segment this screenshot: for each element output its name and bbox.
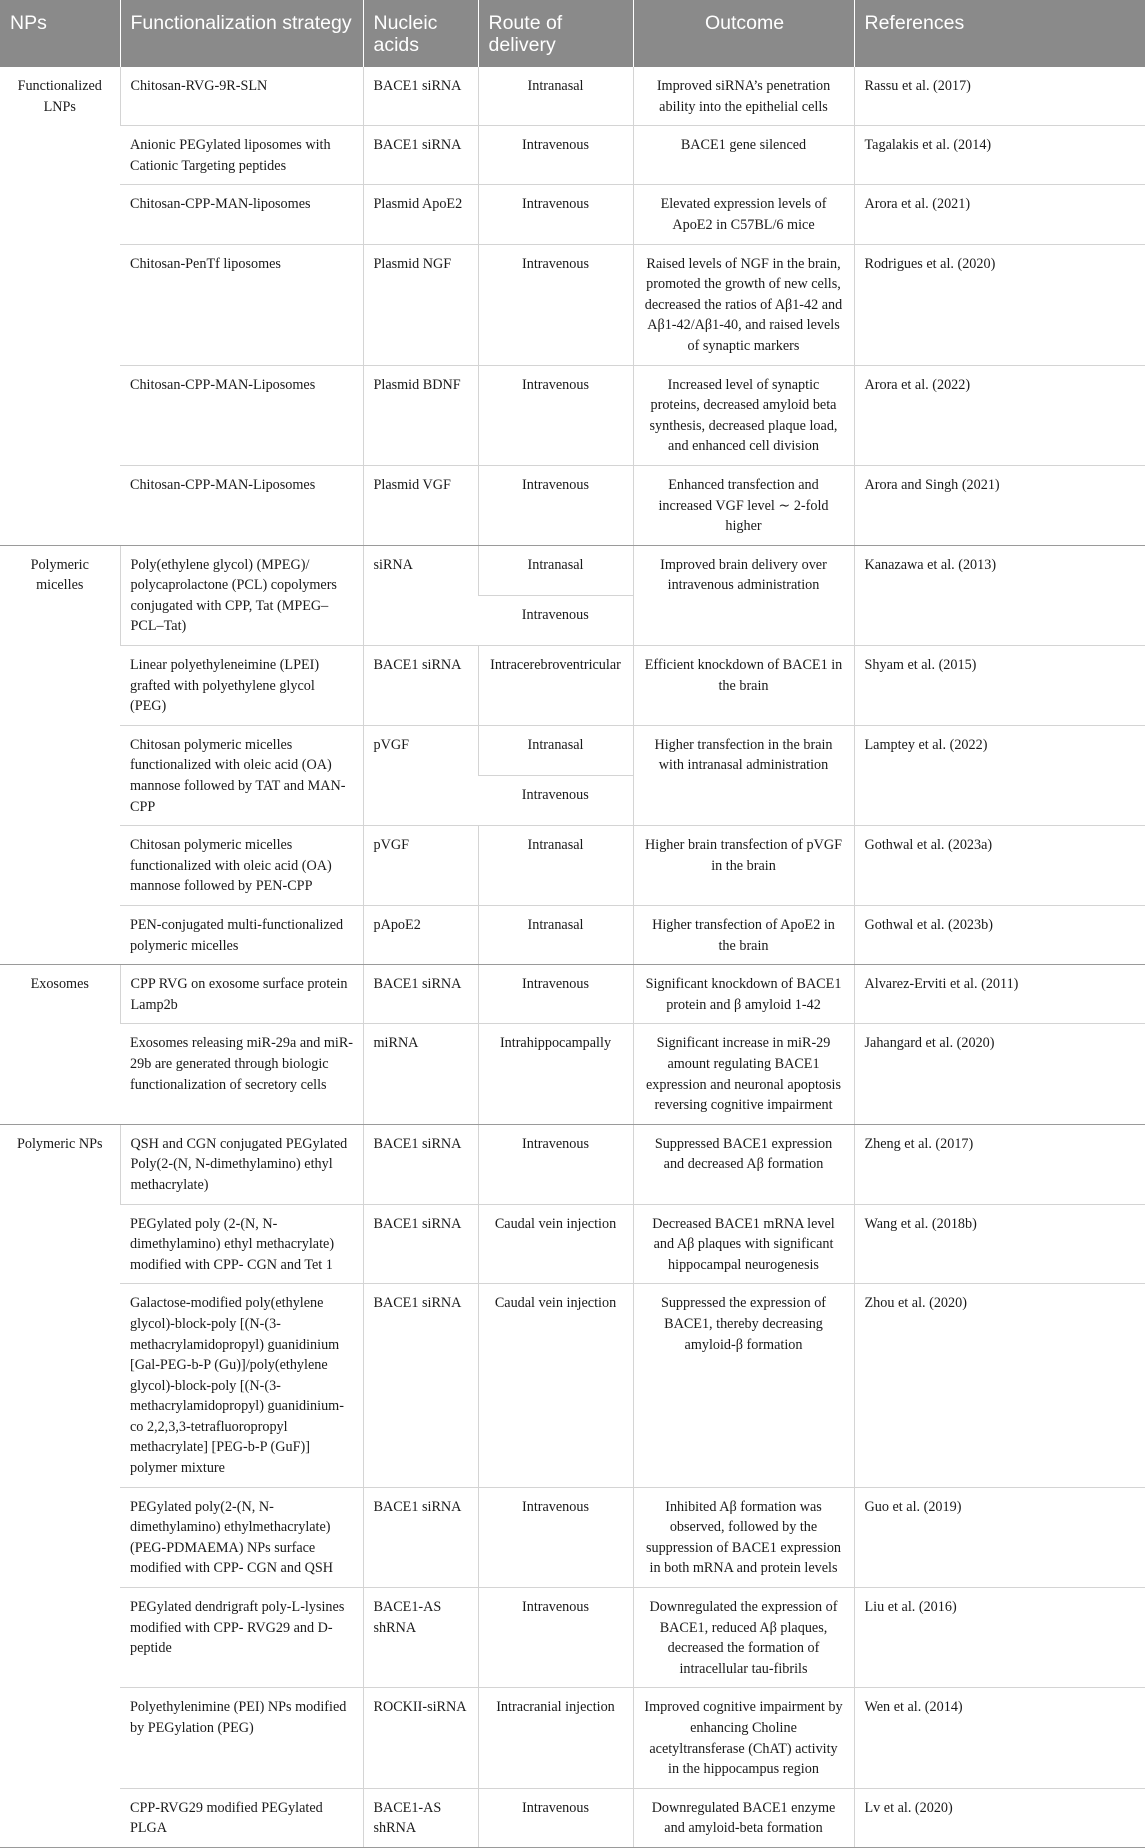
table-row [0,185,1145,244]
strategy-cell: Chitosan-CPP-MAN-liposomes [120,185,363,244]
np-category: Exosomes [0,965,120,1125]
nucleic-acid-cell: Plasmid ApoE2 [363,185,478,244]
outcome-cell: Improved cognitive impairment by enhancing Choline acetyltransferase (ChAT) activity in the hippocampus region [633,1688,854,1788]
table-row [0,725,1145,775]
strategy-cell: Chitosan-PenTf liposomes [120,244,363,365]
nucleic-acid-cell: Plasmid BDNF [363,365,478,465]
reference-cell: Zhou et al. (2020) [854,1284,1145,1487]
nucleic-acid-cell: BACE1 siRNA [363,965,478,1024]
reference-cell: Wen et al. (2014) [854,1688,1145,1788]
reference-cell: Gothwal et al. (2023a) [854,826,1145,906]
np-category: Polymeric micelles [0,545,120,965]
reference-cell: Lv et al. (2020) [854,1788,1145,1847]
header-nucleic-acids: Nucleic acids [363,0,478,67]
reference-cell: Shyam et al. (2015) [854,646,1145,726]
np-category: Polymeric NPs [0,1124,120,1847]
outcome-cell: Raised levels of NGF in the brain, promoted the growth of new cells, decreased the ratios of Aβ1-42 and Aβ1-42/Aβ1-40, and raised levels of synaptic markers [633,244,854,365]
outcome-cell: Inhibited Aβ formation was observed, followed by the suppression of BACE1 expression in both mRNA and protein levels [633,1487,854,1587]
reference-cell: Lamptey et al. (2022) [854,725,1145,825]
table-row [0,1204,1145,1284]
table-row [0,465,1145,545]
route-cell: Intrahippocampally [478,1024,633,1124]
header-route: Route of delivery [478,0,633,67]
nucleic-acid-cell: BACE1 siRNA [363,646,478,726]
strategy-cell: PEGylated poly(2-(N, N-dimethylamino) ethylmethacrylate) (PEG-PDMAEMA) NPs surface modified with CPP- CGN and QSH [120,1487,363,1587]
reference-cell: Arora et al. (2022) [854,365,1145,465]
nucleic-acid-cell: BACE1-AS shRNA [363,1588,478,1688]
nucleic-acid-cell: pVGF [363,826,478,906]
outcome-cell: Downregulated the expression of BACE1, reduced Aβ plaques, decreased the formation of intracellular tau-fibrils [633,1588,854,1688]
strategy-cell: PEGylated dendrigraft poly-L-lysines modified with CPP- RVG29 and D-peptide [120,1588,363,1688]
outcome-cell: Downregulated BACE1 enzyme and amyloid-beta formation [633,1788,854,1847]
outcome-cell: Elevated expression levels of ApoE2 in C57BL/6 mice [633,185,854,244]
strategy-cell: PEGylated poly (2-(N, N-dimethylamino) ethyl methacrylate) modified with CPP- CGN and Tet 1 [120,1204,363,1284]
reference-cell: Alvarez-Erviti et al. (2011) [854,965,1145,1024]
reference-cell: Rassu et al. (2017) [854,67,1145,126]
nucleic-acid-cell: pVGF [363,725,478,825]
table-row [0,1024,1145,1124]
route-cell: Caudal vein injection [478,1284,633,1487]
route-cell: Intravenous [478,776,633,826]
nucleic-acid-cell: Plasmid NGF [363,244,478,365]
route-cell: Intravenous [478,1124,633,1204]
table-row [0,1688,1145,1788]
table-row [0,646,1145,726]
outcome-cell: Higher transfection in the brain with intranasal administration [633,725,854,825]
nucleic-acid-cell: miRNA [363,1024,478,1124]
strategy-cell: Chitosan polymeric micelles functionalized with oleic acid (OA) mannose followed by TAT and MAN-CPP [120,725,363,825]
nucleic-acid-cell: BACE1-AS shRNA [363,1788,478,1847]
table-row [0,126,1145,185]
header-outcome: Outcome [633,0,854,67]
strategy-cell: Polyethylenimine (PEI) NPs modified by PEGylation (PEG) [120,1688,363,1788]
strategy-cell: QSH and CGN conjugated PEGylated Poly(2-(N, N-dimethylamino) ethyl methacrylate) [120,1124,363,1204]
route-cell: Intravenous [478,965,633,1024]
nucleic-acid-cell: ROCKII-siRNA [363,1688,478,1788]
table-row [0,1124,1145,1204]
route-cell: Intravenous [478,595,633,645]
reference-cell: Guo et al. (2019) [854,1487,1145,1587]
table-row [0,965,1145,1024]
reference-cell: Tagalakis et al. (2014) [854,126,1145,185]
nucleic-acid-cell: BACE1 siRNA [363,1204,478,1284]
route-cell: Intranasal [478,906,633,965]
table-row [0,244,1145,365]
table-row [0,545,1145,595]
outcome-cell: Decreased BACE1 mRNA level and Aβ plaques with significant hippocampal neurogenesis [633,1204,854,1284]
outcome-cell: Suppressed BACE1 expression and decreased Aβ formation [633,1124,854,1204]
strategy-cell: Linear polyethyleneimine (LPEI) grafted with polyethylene glycol (PEG) [120,646,363,726]
nucleic-acid-cell: BACE1 siRNA [363,1487,478,1587]
outcome-cell: Enhanced transfection and increased VGF level ∼ 2-fold higher [633,465,854,545]
route-cell: Intranasal [478,67,633,126]
header-row [0,0,1145,67]
strategy-cell: PEN-conjugated multi-functionalized polymeric micelles [120,906,363,965]
strategy-cell: Galactose-modified poly(ethylene glycol)-block-poly [(N-(3-methacrylamidopropyl) guanidinium [Gal-PEG-b-P (Gu)]/poly(ethylene glycol)-block-poly [(N-(3-methacrylamidopropyl) guanidinium-co 2,2,3,3-tetrafluoropropyl methacrylate] [PEG-b-P (GuF)] polymer mixture [120,1284,363,1487]
nucleic-acid-cell: pApoE2 [363,906,478,965]
route-cell: Intranasal [478,826,633,906]
table-row [0,1788,1145,1847]
route-cell: Intranasal [478,725,633,775]
reference-cell: Gothwal et al. (2023b) [854,906,1145,965]
strategy-cell: Exosomes releasing miR-29a and miR-29b are generated through biologic functionalization of secretory cells [120,1024,363,1124]
table-row [0,365,1145,465]
reference-cell: Rodrigues et al. (2020) [854,244,1145,365]
route-cell: Caudal vein injection [478,1204,633,1284]
header-strategy: Functionalization strategy [120,0,363,67]
outcome-cell: Higher transfection of ApoE2 in the brain [633,906,854,965]
strategy-cell: Chitosan-RVG-9R-SLN [120,67,363,126]
route-cell: Intravenous [478,185,633,244]
nucleic-acid-cell: siRNA [363,545,478,645]
header-references: References [854,0,1145,67]
strategy-cell: Anionic PEGylated liposomes with Cationic Targeting peptides [120,126,363,185]
route-cell: Intracerebroventricular [478,646,633,726]
table-header [0,0,1145,67]
header-nps: NPs [0,0,120,67]
strategy-cell: Chitosan polymeric micelles functionalized with oleic acid (OA) mannose followed by PEN-CPP [120,826,363,906]
table-row [0,826,1145,906]
table-body [0,67,1145,1847]
table-row [0,1588,1145,1688]
outcome-cell: Suppressed the expression of BACE1, thereby decreasing amyloid-β formation [633,1284,854,1487]
nucleic-acid-cell: BACE1 siRNA [363,1284,478,1487]
route-cell: Intravenous [478,1487,633,1587]
reference-cell: Arora et al. (2021) [854,185,1145,244]
strategy-cell: CPP-RVG29 modified PEGylated PLGA [120,1788,363,1847]
reference-cell: Jahangard et al. (2020) [854,1024,1145,1124]
route-cell: Intravenous [478,126,633,185]
nucleic-acid-cell: BACE1 siRNA [363,126,478,185]
route-cell: Intravenous [478,244,633,365]
route-cell: Intravenous [478,1588,633,1688]
nucleic-acid-cell: BACE1 siRNA [363,1124,478,1204]
route-cell: Intranasal [478,545,633,595]
strategy-cell: Poly(ethylene glycol) (MPEG)/ polycaprolactone (PCL) copolymers conjugated with CPP, Tat (MPEG–PCL–Tat) [120,545,363,645]
outcome-cell: Significant increase in miR-29 amount regulating BACE1 expression and neuronal apoptosis reversing cognitive impairment [633,1024,854,1124]
route-cell: Intracranial injection [478,1688,633,1788]
reference-cell: Liu et al. (2016) [854,1588,1145,1688]
outcome-cell: Higher brain transfection of pVGF in the brain [633,826,854,906]
outcome-cell: Efficient knockdown of BACE1 in the brain [633,646,854,726]
outcome-cell: Improved brain delivery over intravenous administration [633,545,854,645]
strategy-cell: Chitosan-CPP-MAN-Liposomes [120,365,363,465]
reference-cell: Kanazawa et al. (2013) [854,545,1145,645]
np-category: Functionalized LNPs [0,67,120,545]
table-row [0,1284,1145,1487]
route-cell: Intravenous [478,365,633,465]
reference-cell: Zheng et al. (2017) [854,1124,1145,1204]
table-row [0,906,1145,965]
nucleic-acid-cell: Plasmid VGF [363,465,478,545]
table-row [0,67,1145,126]
route-cell: Intravenous [478,465,633,545]
route-cell: Intravenous [478,1788,633,1847]
outcome-cell: Improved siRNA’s penetration ability into the epithelial cells [633,67,854,126]
reference-cell: Arora and Singh (2021) [854,465,1145,545]
nucleic-acid-cell: BACE1 siRNA [363,67,478,126]
outcome-cell: Increased level of synaptic proteins, decreased amyloid beta synthesis, decreased plaque load, and enhanced cell division [633,365,854,465]
strategy-cell: CPP RVG on exosome surface protein Lamp2b [120,965,363,1024]
reference-cell: Wang et al. (2018b) [854,1204,1145,1284]
table-row [0,1487,1145,1587]
strategy-cell: Chitosan-CPP-MAN-Liposomes [120,465,363,545]
outcome-cell: BACE1 gene silenced [633,126,854,185]
outcome-cell: Significant knockdown of BACE1 protein and β amyloid 1-42 [633,965,854,1024]
